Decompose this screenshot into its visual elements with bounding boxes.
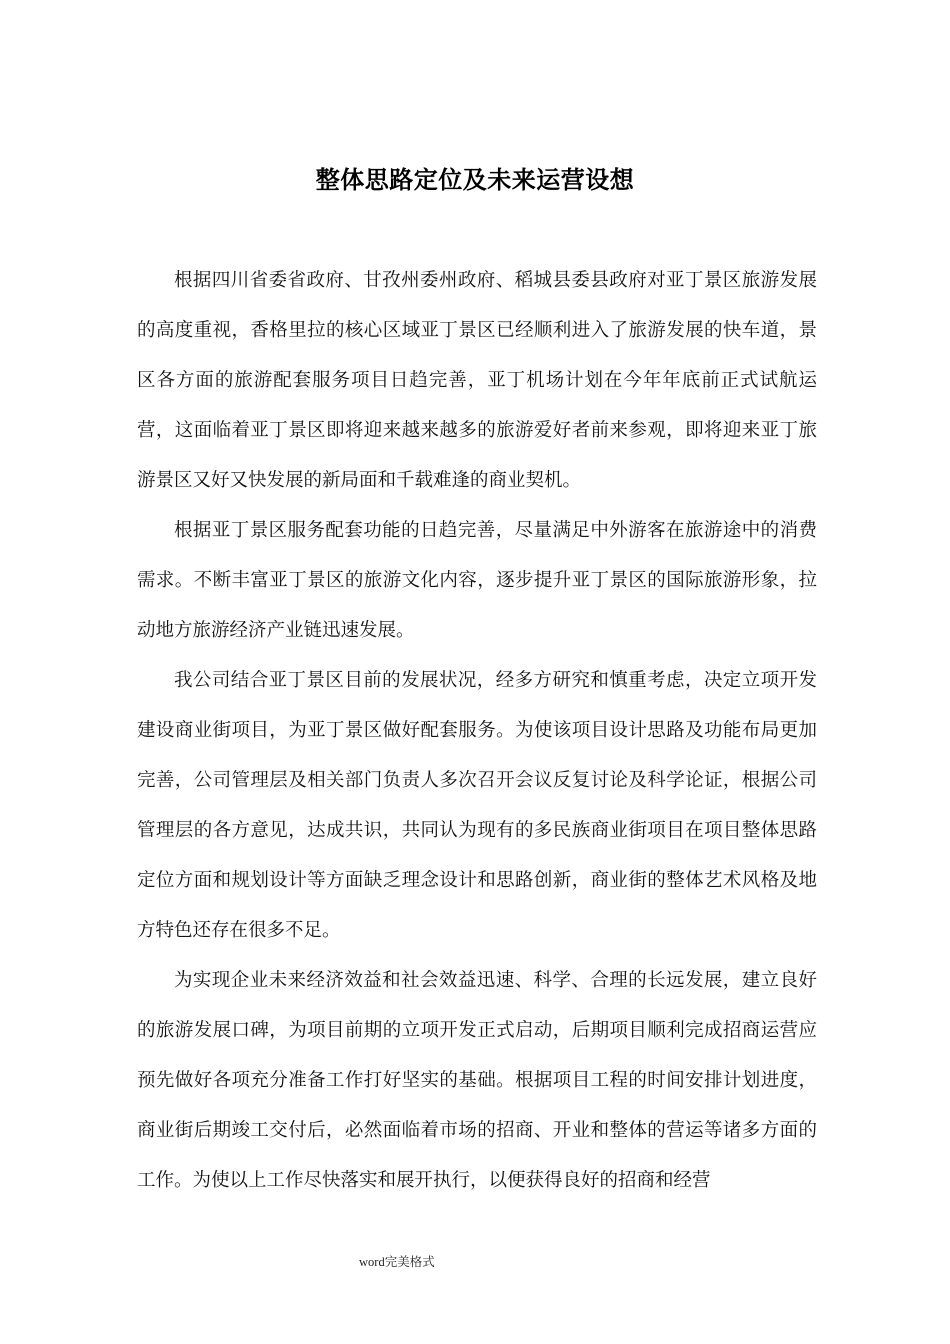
page-footer: word完美格式 — [359, 1255, 435, 1269]
paragraph-1: 根据四川省委省政府、甘孜州委州政府、稻城县委县政府对亚丁景区旅游发展的高度重视，香格里拉的核心区域亚丁景区已经顺利进入了旅游发展的快车道，景区各方面的旅游配套服务项目日趋完善，亚丁机场计划在今年年底前正式试航运营，这面临着亚丁景区即将迎来越来越多的旅游爱好者前来参观，即将迎来亚丁旅游景区又好又快发展的新局面和千载难逢的商业契机。 — [137, 270, 817, 491]
paragraph-3: 我公司结合亚丁景区目前的发展状况，经多方研究和慎重考虑，决定立项开发建设商业街项目，为亚丁景区做好配套服务。为使该项目设计思路及功能布局更加完善，公司管理层及相关部门负责人多次召开会议反复讨论及科学论证，根据公司管理层的各方意见，达成共识，共同认为现有的多民族商业街项目在项目整体思路定位方面和规划设计等方面缺乏理念设计和思路创新，商业街的整体艺术风格及地方特色还存在很多不足。 — [137, 670, 817, 941]
paragraph-4: 为实现企业未来经济效益和社会效益迅速、科学、合理的长远发展，建立良好的旅游发展口碑，为项目前期的立项开发正式启动，后期项目顺利完成招商运营应预先做好各项充分准备工作打好坚实的基础。根据项目工程的时间安排计划进度，商业街后期竣工交付后，必然面临着市场的招商、开业和整体的营运等诸多方面的工作。为使以上工作尽快落实和展开执行，以便获得良好的招商和经营 — [137, 970, 817, 1191]
paragraph-2: 根据亚丁景区服务配套功能的日趋完善，尽量满足中外游客在旅游途中的消费需求。不断丰富亚丁景区的旅游文化内容，逐步提升亚丁景区的国际旅游形象，拉动地方旅游经济产业链迅速发展。 — [137, 520, 817, 641]
document-title: 整体思路定位及未来运营设想 — [315, 166, 635, 194]
document-body — [137, 256, 817, 1206]
